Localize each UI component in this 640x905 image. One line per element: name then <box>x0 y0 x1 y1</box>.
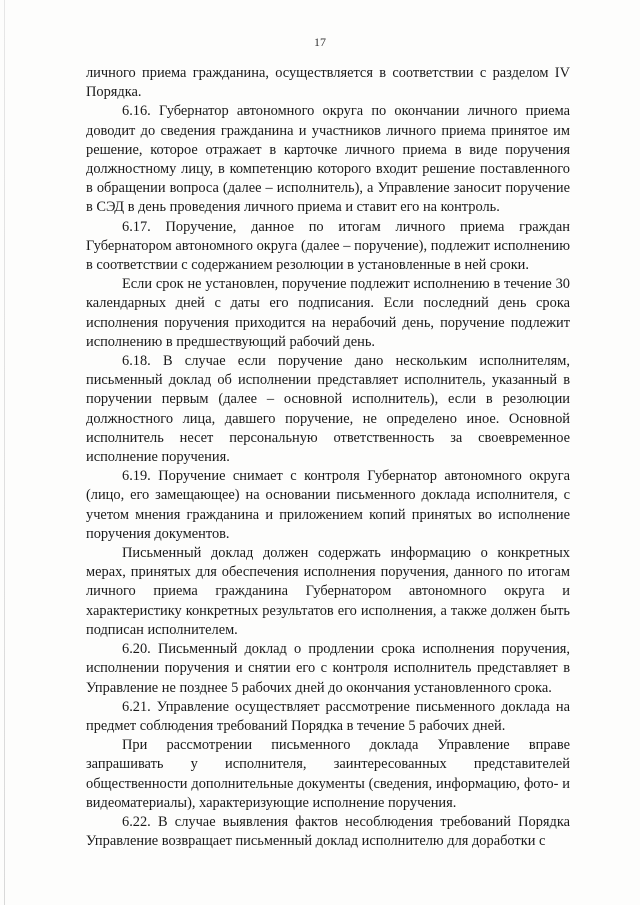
page-number: 17 <box>314 35 326 49</box>
paragraph-6-19: 6.19. Поручение снимает с контроля Губернатор автономного округа (лицо, его замещающее) на основании письменного доклада исполнителя, с учетом мнения гражданина и приложением копий принятых во исполнение поручения документов. <box>86 468 570 542</box>
paragraph-6-19-report: Письменный доклад должен содержать информацию о конкретных мерах, принятых для обеспечения исполнения поручения, данного по итогам личного приема гражданина Губернатором автономного округа и характеристику конкретных результатов его исполнения, а также должен быть подписан исполнителем. <box>86 545 570 638</box>
paragraph-6-22: 6.22. В случае выявления фактов несоблюдения требований Порядка Управление возвращает письменный доклад исполнителю для доработки с <box>86 813 570 850</box>
paragraph-continuation: личного приема гражданина, осуществляется в соответствии с разделом IV Порядка. <box>86 65 570 101</box>
document-body <box>86 64 570 851</box>
paragraph-6-21: 6.21. Управление осуществляет рассмотрение письменного доклада на предмет соблюдения требований Порядка в течение 5 рабочих дней. <box>86 698 570 734</box>
scan-edge <box>4 0 5 905</box>
paragraph-6-21-request: При рассмотрении письменного доклада Управление вправе запрашивать у исполнителя, заинтересованных представителей общественности дополнительные документы (сведения, информацию, фото- и видеоматериалы), характеризующие исполнение поручения. <box>86 737 570 811</box>
paragraph-6-16: 6.16. Губернатор автономного округа по окончании личного приема доводит до сведения гражданина и участников личного приема принятое им решение, которое отражает в карточке личного приема в виде поручения должностному лицу, в компетенцию которого входит решение поставленного в обращении вопроса (далее – исполнитель), а Управление заносит поручение в СЭД в день проведения личного приема и ставит его на контроль. <box>86 103 570 216</box>
paragraph-6-20: 6.20. Письменный доклад о продлении срока исполнения поручения, исполнении поручения и снятии его с контроля исполнитель представляет в Управление не позднее 5 рабочих дней до окончания установленного срока. <box>86 641 570 696</box>
paragraph-6-18: 6.18. В случае если поручение дано нескольким исполнителям, письменный доклад об исполнении представляет исполнитель, указанный в поручении первым (далее – основной исполнитель), если в резолюции должностного лица, давшего поручение, не определено иное. Основной исполнитель несет персональную ответственность за своевременное исполнение поручения. <box>86 353 570 466</box>
paragraph-6-17-deadline: Если срок не установлен, поручение подлежит исполнению в течение 30 календарных дней с даты его подписания. Если последний день срока исполнения поручения приходится на нерабочий день, поручение подлежит исполнению в предшествующий рабочий день. <box>86 276 570 350</box>
paragraph-6-17: 6.17. Поручение, данное по итогам личного приема граждан Губернатором автономного округа (далее – поручение), подлежит исполнению в соответствии с содержанием резолюции в установленные в ней сроки. <box>86 218 570 274</box>
